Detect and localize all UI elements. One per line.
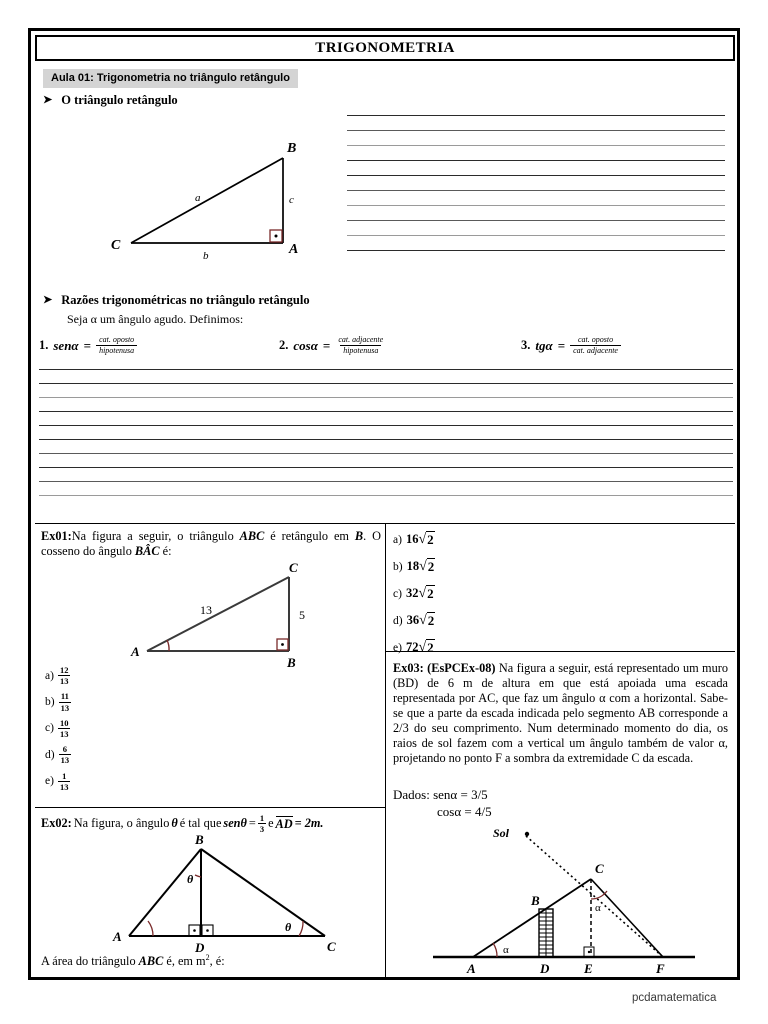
ex01-option-d[interactable] — [45, 744, 71, 765]
heading-label-2: Razões trigonométricas no triângulo retângulo — [61, 293, 310, 307]
sqrt-icon-c: √ — [418, 585, 427, 601]
svg-text:a: a — [195, 192, 201, 204]
ex01-option-c-key: c) — [45, 722, 54, 735]
ex03-dados-label: Dados: — [393, 787, 430, 802]
formula-lhs-1: senα — [53, 337, 79, 353]
ex03-dados-line1 — [393, 787, 492, 804]
trig-ratios-subtitle: Seja α um ângulo agudo. Definimos: — [67, 312, 244, 326]
ex01-s4: é: — [159, 544, 172, 558]
ex03-label: Ex03: — [393, 661, 424, 675]
page-title: TRIGONOMETRIA — [315, 39, 455, 56]
ex01-b: B — [354, 529, 364, 543]
formula-den-2: hipotenusa — [340, 345, 381, 356]
ex-options-right — [393, 531, 435, 656]
ex02-theta: θ — [171, 816, 178, 831]
svg-text:13: 13 — [200, 603, 212, 617]
ex02-segment-value: = 2m. — [294, 816, 324, 831]
right-option-b-radicand: 2 — [427, 559, 435, 574]
right-option-a-coef: 16 — [405, 532, 419, 546]
ex01-option-b-fraction — [59, 691, 72, 712]
right-option-a-key: a) — [393, 533, 402, 546]
ex01-option-d-key: d) — [45, 748, 55, 761]
formula-index-2: 2. — [279, 338, 289, 352]
svg-text:α: α — [503, 944, 509, 956]
ex02-equals: = — [248, 816, 256, 831]
ex02-and: e — [268, 816, 274, 831]
svg-text:A: A — [113, 929, 122, 944]
right-option-e-radicand: 2 — [427, 640, 434, 655]
right-option-e-key: e) — [393, 641, 402, 654]
document-page — [28, 28, 740, 980]
ex02-q-sup: 2 — [205, 953, 210, 962]
ex02-frac-num: 1 — [259, 813, 265, 823]
right-option-a-value — [406, 531, 435, 548]
ex02-question — [41, 953, 381, 969]
ex03-source: (EsPCEx-08) — [427, 661, 496, 675]
svg-text:b: b — [203, 250, 209, 262]
ex01-option-d-den: 13 — [60, 755, 70, 766]
arrow-bullet-icon-2: ➤ — [43, 294, 53, 306]
right-option-a-radicand: 2 — [427, 532, 434, 547]
formula-cos — [279, 335, 386, 356]
svg-text:c: c — [289, 194, 294, 206]
formula-num-3: cat. oposto — [577, 335, 614, 344]
formula-equals-3: = — [557, 337, 566, 353]
ex03-dados-cos: cosα = 4/5 — [437, 803, 492, 819]
formula-lhs-2: cosα — [293, 337, 318, 353]
ruled-lines-middle — [39, 369, 733, 496]
ex02-question-block — [41, 953, 381, 969]
ex01-label: Ex01: — [41, 529, 72, 543]
ruled-lines-top-right — [347, 115, 725, 251]
right-option-e[interactable] — [393, 639, 435, 656]
ex01-option-b-den: 13 — [60, 702, 70, 713]
ex01-option-b-key: b) — [45, 696, 55, 709]
ex01-option-e-num: 1 — [62, 770, 67, 781]
formula-fraction-1 — [96, 335, 137, 356]
lesson-chip: Aula 01: Trigonometria no triângulo retângulo — [43, 69, 298, 88]
svg-text:θ: θ — [285, 920, 292, 934]
footer-watermark: pcdamatematica — [632, 992, 717, 1004]
svg-text:B: B — [195, 832, 204, 847]
ex03-block — [393, 661, 728, 766]
right-option-d[interactable] — [393, 612, 435, 629]
ex01-s2: é retângulo em — [264, 529, 355, 543]
ex01-option-a-num: 12 — [59, 665, 69, 675]
right-option-c-value — [406, 585, 435, 602]
right-option-b-key: b) — [393, 560, 403, 573]
ex03-diagram — [423, 821, 713, 986]
right-triangle-abc-diagram — [91, 123, 341, 268]
ex03-dados-sen: senα = 3/5 — [433, 787, 488, 802]
formula-fraction-2 — [335, 335, 386, 356]
svg-text:E: E — [584, 961, 593, 976]
svg-text:B: B — [531, 893, 540, 908]
svg-text:C: C — [111, 238, 121, 253]
formula-equals-2: = — [322, 337, 331, 353]
right-option-b[interactable] — [393, 558, 435, 575]
formula-lhs-3: tgα — [535, 337, 553, 353]
divider-horizontal-left — [35, 807, 385, 808]
ex01-option-a-fraction — [58, 665, 71, 686]
ex02-mid: é tal que — [179, 816, 222, 831]
right-option-e-coef: 72 — [405, 640, 419, 654]
ex01-abc: ABC — [239, 529, 265, 543]
sqrt-icon-b: √ — [419, 558, 427, 574]
formula-equals-1: = — [83, 337, 92, 353]
right-option-a[interactable] — [393, 531, 435, 548]
svg-text:A: A — [289, 242, 299, 257]
formula-num-2: cat. adjacente — [338, 335, 384, 344]
ex01-option-c-fraction — [58, 718, 71, 739]
right-option-b-coef: 18 — [406, 559, 420, 573]
ex01-option-b-num: 11 — [60, 691, 69, 702]
ex01-s3: . O cosseno do ângulo — [41, 529, 382, 558]
right-option-d-coef: 36 — [406, 613, 420, 627]
svg-text:B: B — [287, 141, 297, 156]
ex01-option-a-key: a) — [45, 669, 54, 682]
svg-text:C: C — [289, 560, 298, 575]
formula-den-1: hipotenusa — [96, 345, 137, 356]
heading-right-triangle — [43, 93, 178, 108]
ex01-option-a-den: 13 — [59, 676, 69, 687]
ex01-option-e[interactable] — [45, 771, 71, 792]
ex02-q-abc: ABC — [138, 954, 164, 969]
divider-vertical — [385, 523, 386, 979]
svg-text:D: D — [540, 961, 550, 976]
svg-text:D: D — [195, 940, 205, 955]
ex01-option-c[interactable] — [45, 718, 71, 739]
heading-label: O triângulo retângulo — [61, 93, 178, 107]
formula-num-1: cat. oposto — [99, 335, 135, 344]
right-option-d-key: d) — [393, 614, 403, 627]
ex01-option-e-key: e) — [45, 775, 54, 788]
right-option-c-coef: 32 — [405, 586, 419, 600]
ex02-segment: AD — [275, 816, 293, 831]
right-option-d-value — [407, 612, 436, 629]
svg-text:Sol: Sol — [493, 826, 510, 840]
sqrt-icon-e: √ — [418, 639, 427, 655]
svg-text:A: A — [131, 644, 140, 659]
ex02-q-pre: A área do triângulo — [41, 954, 139, 969]
ex03-dados — [393, 787, 492, 821]
ex01-option-b[interactable] — [45, 691, 71, 712]
right-option-c[interactable] — [393, 585, 435, 602]
formula-index-1: 1. — [39, 338, 49, 352]
ex02-sentheta: senθ — [223, 816, 247, 831]
formula-den-3: cat. adjacente — [570, 345, 621, 356]
sqrt-icon-d: √ — [419, 612, 427, 628]
ex01-option-c-num: 10 — [59, 717, 69, 728]
formula-index-3: 3. — [521, 338, 531, 352]
svg-text:5: 5 — [299, 608, 305, 622]
svg-text:C: C — [327, 939, 336, 954]
svg-text:C: C — [595, 861, 604, 876]
formula-sen — [39, 335, 137, 356]
ex01-options-left — [45, 665, 71, 792]
ex03-body: Na figura a seguir, está representado um muro (BD) de 6 m de altura em que está apoiada uma escada representada por AC, que faz um ângulo α com a horizontal. Sabe-se que a parte da escada indicada pelo segmento AB corresponde a 2/3 do seu comprimento. Num determinado momento do dia, os raios de sol fazem com a vertical um ângulo também de valor α, projetando no ponto F a sombra da extremidade C da escada. — [393, 661, 729, 765]
right-option-c-radicand: 2 — [427, 586, 434, 601]
ex03-dados-line2 — [393, 804, 492, 821]
ex01-s1: Na figura a seguir, o triângulo — [71, 529, 240, 543]
ex02-pre: Na figura, o ângulo — [73, 816, 170, 831]
svg-text:A: A — [467, 961, 476, 976]
ex01-option-e-fraction — [58, 771, 71, 792]
right-option-c-key: c) — [393, 587, 402, 600]
document-title-bar — [35, 35, 735, 61]
right-option-e-value — [406, 639, 435, 656]
ex01-option-a[interactable] — [45, 665, 71, 686]
ex01-angle: BÂC — [134, 544, 160, 558]
formula-fraction-3 — [570, 335, 621, 356]
ex02-label: Ex02: — [41, 816, 72, 831]
ex01-triangle-diagram — [129, 559, 359, 674]
ex01-option-d-num: 6 — [62, 744, 67, 755]
svg-text:F: F — [656, 961, 665, 976]
ex02-q-end: , é: — [209, 954, 225, 969]
ex01-option-d-fraction — [59, 744, 72, 765]
ex02-triangle-diagram — [107, 831, 357, 961]
ex01-block — [41, 529, 381, 559]
ex01-statement — [41, 529, 381, 559]
svg-text:α: α — [595, 902, 601, 914]
heading-trig-ratios — [43, 293, 310, 308]
sqrt-icon-a: √ — [418, 531, 427, 547]
formula-tg — [521, 335, 621, 356]
right-option-d-radicand: 2 — [427, 613, 435, 628]
divider-horizontal-right — [385, 651, 735, 652]
ex03-statement — [393, 661, 728, 766]
arrow-bullet-icon: ➤ — [43, 94, 53, 106]
ex01-option-e-den: 13 — [59, 781, 69, 792]
ex02-q-post: é, em m — [163, 954, 206, 969]
svg-text:θ: θ — [187, 872, 194, 886]
svg-text:B: B — [287, 655, 296, 669]
ex01-option-c-den: 13 — [59, 728, 69, 739]
ex02-frac-den: 3 — [259, 824, 265, 835]
right-option-b-value — [407, 558, 436, 575]
